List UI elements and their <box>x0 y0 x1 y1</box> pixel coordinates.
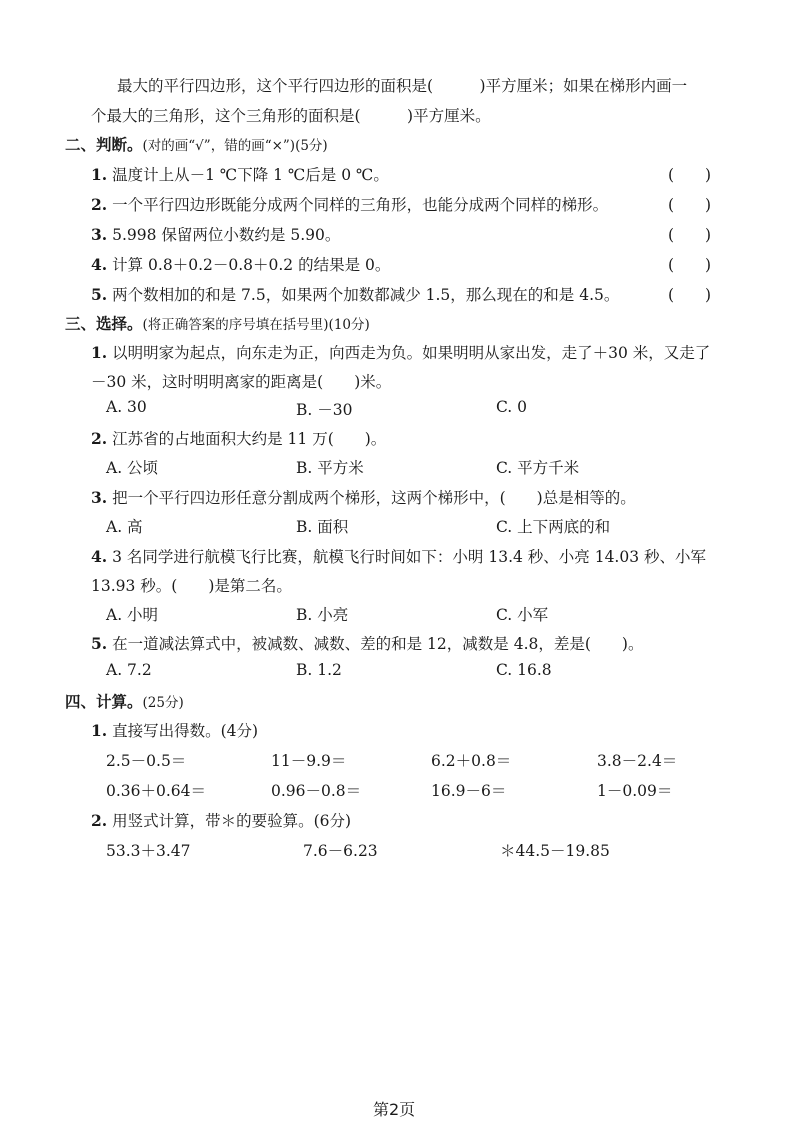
mental-calc-r1-c2[interactable]: 11－9.9＝ <box>271 752 347 770</box>
section-3-note: (将正确答案的序号填在括号里)(10分) <box>142 317 370 333</box>
judge-item-number: 4. <box>91 255 108 274</box>
section-3-heading <box>65 312 370 334</box>
judge-item-3 <box>91 223 340 245</box>
judge-item-text: 一个平行四边形既能分成两个同样的三角形，也能分成两个同样的梯形。 <box>112 196 609 214</box>
calc-part-2-heading <box>91 809 351 831</box>
choice-q1-line-1 <box>91 341 710 363</box>
choice-q1-option-c[interactable]: C. 0 <box>496 398 528 416</box>
judge-item-text: 温度计上从－1 ℃下降 1 ℃后是 0 ℃。 <box>112 166 389 184</box>
section-2-title: 二、判断。 <box>65 135 143 154</box>
intro-line-1: 最大的平行四边形，这个平行四边形的面积是( )平方厘米；如果在梯形内画一 <box>117 77 688 95</box>
mental-calc-r1-c1[interactable]: 2.5－0.5＝ <box>106 752 187 770</box>
choice-text: 把一个平行四边形任意分割成两个梯形，这两个梯形中，( )总是相等的。 <box>112 489 636 507</box>
judge-answer-blank-1[interactable]: ( ) <box>668 166 712 184</box>
mental-calc-r1-c3[interactable]: 6.2＋0.8＝ <box>431 752 512 770</box>
judge-item-4 <box>91 253 390 275</box>
section-4-title: 四、计算。 <box>65 692 143 711</box>
judge-item-text: 计算 0.8＋0.2－0.8＋0.2 的结果是 0。 <box>112 256 391 274</box>
judge-answer-blank-3[interactable]: ( ) <box>668 226 712 244</box>
choice-q4-option-b[interactable]: B. 小亮 <box>296 606 349 624</box>
calc-part-text: 用竖式计算，带＊的要验算。(6分) <box>112 812 352 830</box>
judge-item-number: 5. <box>91 285 108 304</box>
choice-q4-option-c[interactable]: C. 小军 <box>496 606 549 624</box>
section-2-heading <box>65 133 328 155</box>
vertical-calc-3[interactable]: ＊44.5－19.85 <box>500 842 610 860</box>
page-number: 第2页 <box>373 1100 416 1119</box>
choice-text: 3 名同学进行航模飞行比赛，航模飞行时间如下：小明 13.4 秒、小亮 14.03 秒、小军 <box>112 548 707 566</box>
mental-calc-r2-c3[interactable]: 16.9－6＝ <box>431 782 507 800</box>
choice-q2-option-a[interactable]: A. 公顷 <box>106 459 159 477</box>
choice-q5-option-a[interactable]: A. 7.2 <box>106 661 152 679</box>
choice-number: 3. <box>91 488 108 507</box>
judge-answer-blank-2[interactable]: ( ) <box>668 196 712 214</box>
choice-q5-option-b[interactable]: B. 1.2 <box>296 661 342 679</box>
judge-item-number: 2. <box>91 195 108 214</box>
choice-q1-line-2: －30 米，这时明明离家的距离是( )米。 <box>91 373 392 391</box>
judge-item-number: 3. <box>91 225 108 244</box>
choice-number: 1. <box>91 343 108 362</box>
choice-number: 4. <box>91 547 108 566</box>
section-4-note: (25分) <box>142 695 184 711</box>
judge-item-5 <box>91 283 619 305</box>
choice-q4-option-a[interactable]: A. 小明 <box>106 606 159 624</box>
choice-q2-option-c[interactable]: C. 平方千米 <box>496 459 580 477</box>
choice-q4-line-1 <box>91 545 706 567</box>
calc-part-text: 直接写出得数。(4分) <box>112 722 259 740</box>
choice-q4-line-2: 13.93 秒。( )是第二名。 <box>91 577 292 595</box>
choice-q3-option-b[interactable]: B. 面积 <box>296 518 349 536</box>
mental-calc-r2-c2[interactable]: 0.96－0.8＝ <box>271 782 362 800</box>
choice-q2-line-1 <box>91 427 386 449</box>
calc-part-number: 2. <box>91 811 108 830</box>
judge-item-1 <box>91 163 389 185</box>
choice-q1-option-b[interactable]: B. －30 <box>296 401 353 419</box>
calc-part-1-heading <box>91 719 258 741</box>
vertical-calc-1[interactable]: 53.3＋3.47 <box>106 842 191 860</box>
choice-q2-option-b[interactable]: B. 平方米 <box>296 459 364 477</box>
choice-text: 江苏省的占地面积大约是 11 万( )。 <box>112 430 387 448</box>
choice-number: 5. <box>91 634 108 653</box>
vertical-calc-2[interactable]: 7.6－6.23 <box>303 842 378 860</box>
judge-item-number: 1. <box>91 165 108 184</box>
choice-text: 在一道减法算式中，被减数、减数、差的和是 12，减数是 4.8，差是( )。 <box>112 635 644 653</box>
choice-q3-line-1 <box>91 486 636 508</box>
choice-q1-option-a[interactable]: A. 30 <box>106 398 147 416</box>
choice-q3-option-a[interactable]: A. 高 <box>106 518 143 536</box>
section-2-note: (对的画“√”，错的画“×”)(5分) <box>142 138 328 154</box>
section-3-title: 三、选择。 <box>65 314 143 333</box>
choice-text: 以明明家为起点，向东走为正，向西走为负。如果明明从家出发，走了＋30 米，又走了 <box>112 344 711 362</box>
mental-calc-r1-c4[interactable]: 3.8－2.4＝ <box>597 752 678 770</box>
judge-item-text: 两个数相加的和是 7.5，如果两个加数都减少 1.5，那么现在的和是 4.5。 <box>112 286 620 304</box>
section-4-heading <box>65 690 184 712</box>
judge-item-text: 5.998 保留两位小数约是 5.90。 <box>112 226 341 244</box>
calc-part-number: 1. <box>91 721 108 740</box>
choice-q3-option-c[interactable]: C. 上下两底的和 <box>496 518 611 536</box>
judge-answer-blank-4[interactable]: ( ) <box>668 256 712 274</box>
intro-line-2: 个最大的三角形，这个三角形的面积是( )平方厘米。 <box>91 107 491 125</box>
judge-answer-blank-5[interactable]: ( ) <box>668 286 712 304</box>
judge-item-2 <box>91 193 608 215</box>
choice-number: 2. <box>91 429 108 448</box>
choice-q5-line-1 <box>91 632 643 654</box>
choice-q5-option-c[interactable]: C. 16.8 <box>496 661 552 679</box>
mental-calc-r2-c4[interactable]: 1－0.09＝ <box>597 782 673 800</box>
mental-calc-r2-c1[interactable]: 0.36＋0.64＝ <box>106 782 207 800</box>
